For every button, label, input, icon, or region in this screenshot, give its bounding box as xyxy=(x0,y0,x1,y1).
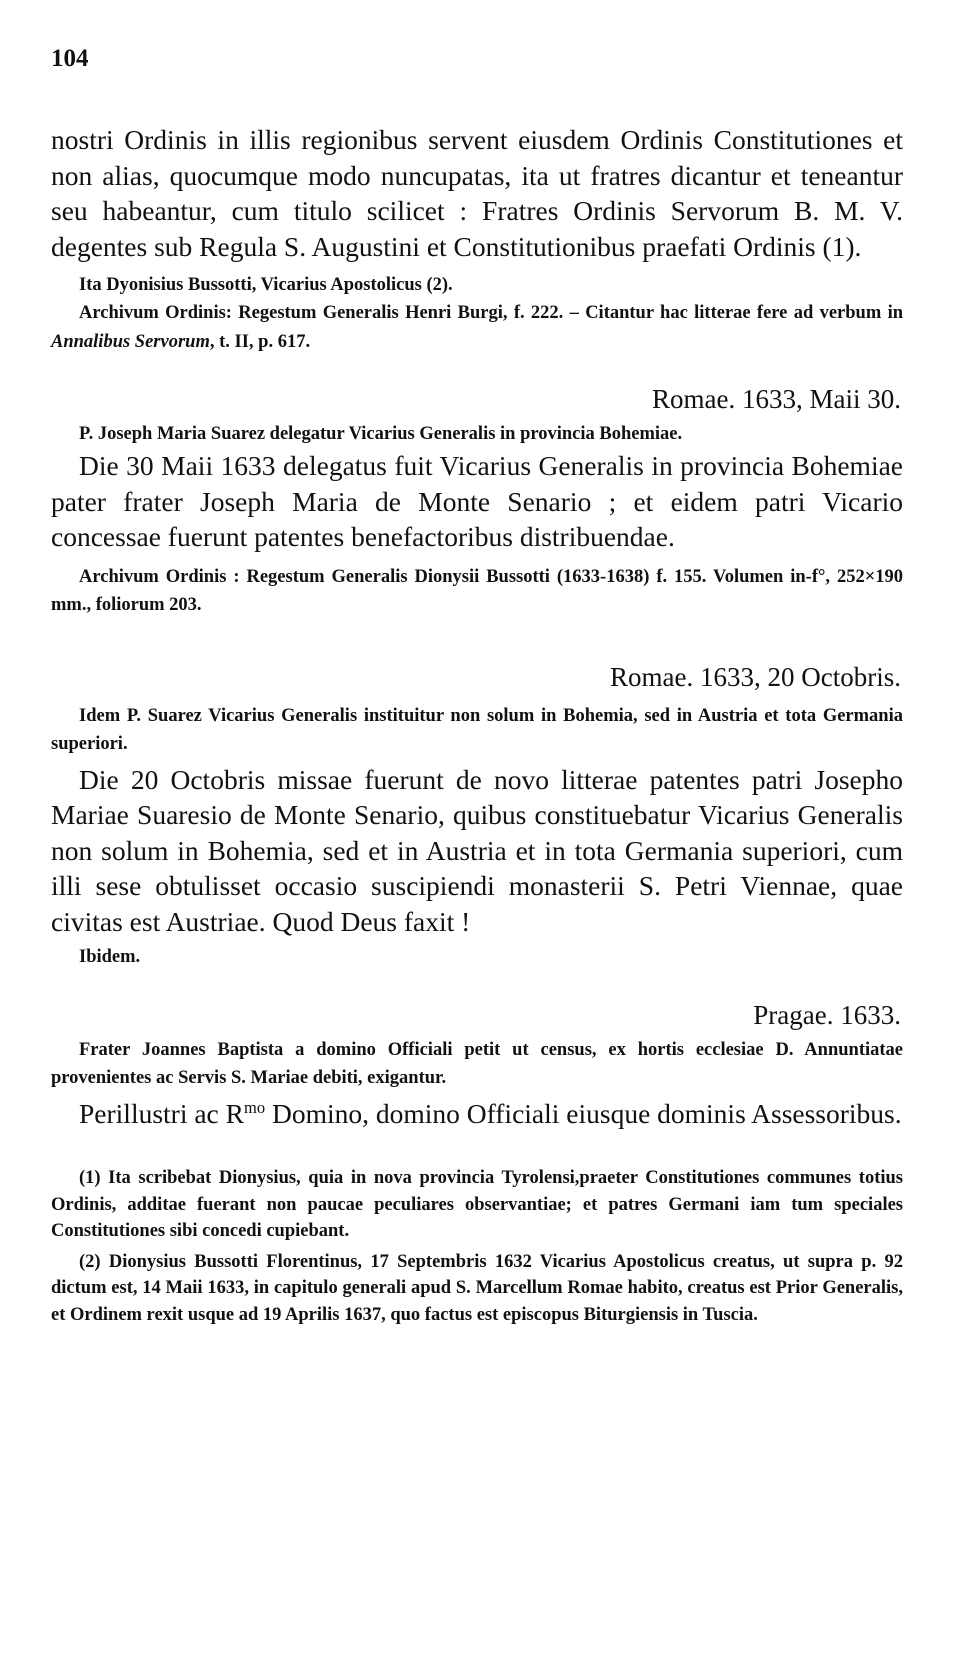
section-summary-2: Idem P. Suarez Vicarius Generalis instituitur non solum in Bohemia, sed in Austria et tota Germania superiori. xyxy=(51,705,903,754)
source-citation-1-text: Archivum Ordinis: Regestum Generalis Henri Burgi, f. 222. – Citantur hac litterae fere ad verbum in xyxy=(79,303,903,323)
document-page xyxy=(51,44,903,1328)
source-citation-3: Ibidem. xyxy=(79,947,141,967)
footnote-1: (1) Ita scribebat Dionysius, quia in nova provincia Tyrolensi,praeter Constitutiones communes totius Ordinis, additae fuerant non paucae peculiares observantiae; et patres Germani iam tum speciales Constitutiones sibi concedi cupiebant. xyxy=(51,1168,903,1241)
body-paragraph-4 xyxy=(51,1096,903,1132)
body-paragraph-4-text: Perillustri ac R xyxy=(79,1097,244,1129)
body-paragraph-3: Die 20 Octobris missae fuerunt de novo litterae patentes patri Josepho Mariae Suaresio de Monte Senario, quibus constituebatur Vicarius Generalis non solum in Bohemia, sed et in Austria et in tota Germania superiori, cum illi sese obtulisset occasio suscipiendi monasterii S. Petri Viennae, quae civitas est Austriae. Quod Deus faxit ! xyxy=(51,763,903,937)
section-heading-2: Romae. 1633, 20 Octobris. xyxy=(610,661,901,692)
source-citation-1 xyxy=(51,299,903,356)
footnote-2: (2) Dionysius Bussotti Florentinus, 17 Septembris 1632 Vicarius Apostolicus creatus, ut supra p. 92 dictum est, 14 Maii 1633, in capitulo generali apud S. Marcellum Romae habito, creatus est Prior Generalis, et Ordinem rexit usque ad 19 Aprilis 1637, quo factus est episcopus Biturgiensis in Tuscia. xyxy=(51,1251,903,1325)
body-paragraph-1: nostri Ordinis in illis regionibus servent eiusdem Ordinis Constitutiones et non alias, quocumque modo nuncupatas, ita ut fratres dicantur et teneantur seu habeantur, cum titulo scilicet : Fratres Ordinis Servorum B. M. V. degentes sub Regula S. Augustini et Constitutionibus praefati Ordinis (1). xyxy=(51,124,903,262)
section-summary-3: Frater Joannes Baptista a domino Officiali petit ut census, ex hortis ecclesiae D. Annuntiatae provenientes ac Servis S. Mariae debiti, exigantur. xyxy=(51,1039,903,1088)
section-heading-1: Romae. 1633, Maii 30. xyxy=(652,384,901,414)
footnotes xyxy=(51,1165,903,1328)
body-paragraph-4-superscript: mo xyxy=(243,1097,266,1117)
source-citation-1-italic: Annalibus Servorum xyxy=(51,331,210,352)
body-paragraph-2: Die 30 Maii 1633 delegatus fuit Vicarius Generalis in provincia Bohemiae pater frater Joseph Maria de Monte Senario ; et eidem patri Vicario concessae fuerunt patentes benefactoribus distribuendae. xyxy=(51,450,903,552)
source-citation-1-end: , t. II, p. 617. xyxy=(209,331,311,352)
section-heading-3: Pragae. 1633. xyxy=(753,999,901,1030)
signature-note: Ita Dyonisius Bussotti, Vicarius Apostolicus (2). xyxy=(79,275,453,295)
section-summary-1: P. Joseph Maria Suarez delegatur Vicarius Generalis in provincia Bohemiae. xyxy=(79,424,683,444)
source-citation-2: Archivum Ordinis : Regestum Generalis Dionysii Bussotti (1633-1638) f. 155. Volumen in-f°, 252×190 mm., foliorum 203. xyxy=(51,566,903,615)
body-paragraph-4-end: Domino, domino Officiali eiusque dominis Assessoribus. xyxy=(265,1097,902,1129)
page-number: 104 xyxy=(51,45,89,72)
